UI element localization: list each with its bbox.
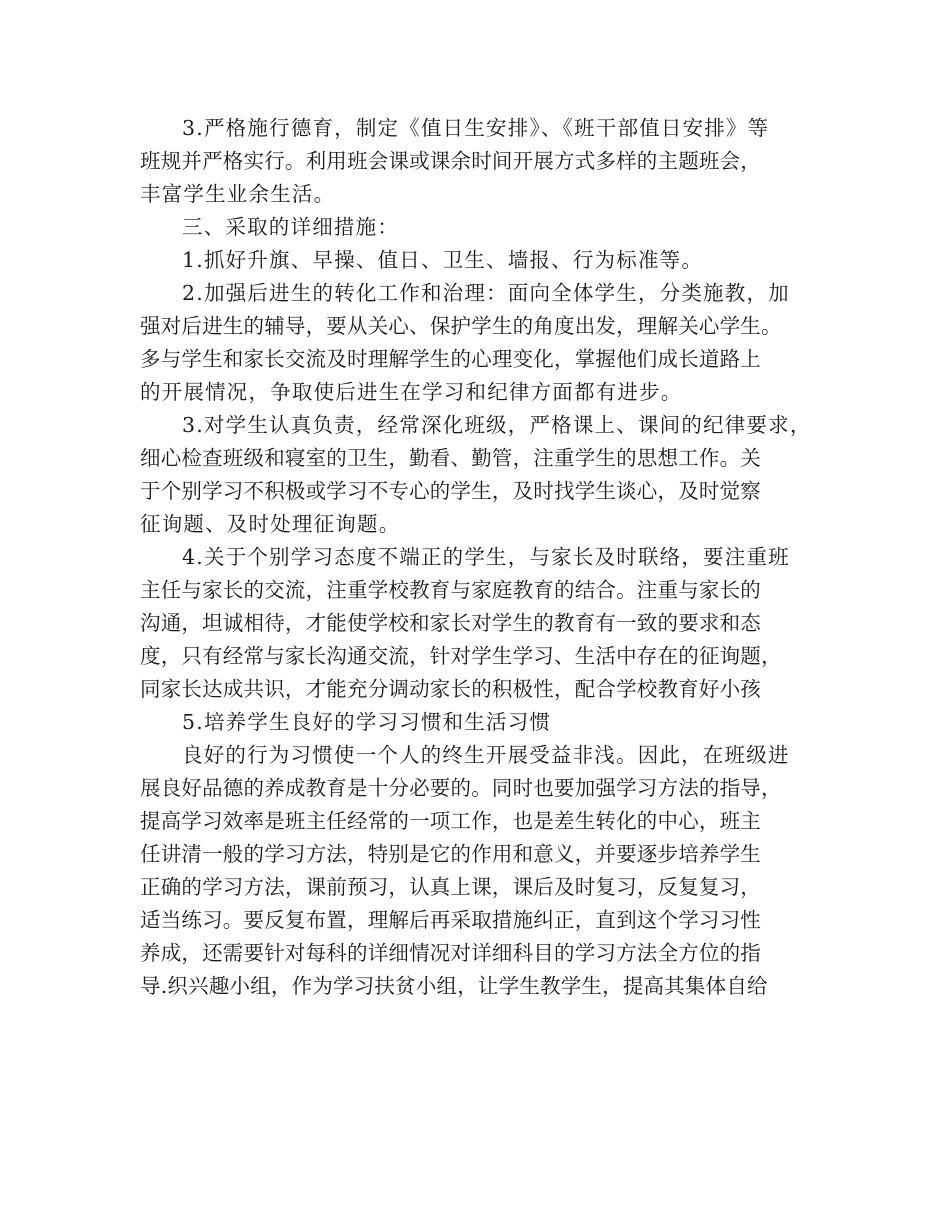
text-line: 主任与家长的交流，注重学校教育与家庭教育的结合。注重与家长的 — [140, 578, 761, 602]
text-line: 4.关于个别学习态度不端正的学生，与家长及时联络，要注重班 — [182, 545, 790, 569]
text-line: 5.培养学生良好的学习习惯和生活习惯 — [182, 710, 552, 734]
text-line: 提高学习效率是班主任经常的一项工作，也是差生转化的中心，班主 — [140, 809, 761, 833]
text-line: 任讲清一般的学习方法，特别是它的作用和意义，并要逐步培养学生 — [140, 842, 761, 866]
text-line: 沟通，坦诚相待，才能使学校和家长对学生的教育有一致的要求和态 — [140, 611, 761, 635]
text-line: 的开展情况，争取使后进生在学习和纪律方面都有进步。 — [140, 380, 683, 404]
section-heading: 三、采取的详细措施： — [182, 215, 399, 239]
text-line: 导.织兴趣小组，作为学习扶贫小组，让学生教学生，提高其集体自给 — [140, 974, 768, 998]
text-line: 适当练习。要反复布置，理解后再采取措施纠正，直到这个学习习性 — [140, 908, 761, 932]
text-line: 征询题、及时处理征询题。 — [140, 512, 401, 536]
text-line: 强对后进生的辅导，要从关心、保护学生的角度出发，理解关心学生。 — [140, 314, 782, 338]
text-line: 度，只有经常与家长沟通交流，针对学生学习、生活中存在的征询题， — [140, 644, 782, 668]
text-line: 2.加强后进生的转化工作和治理：面向全体学生，分类施教，加 — [182, 281, 790, 305]
text-line: 细心检查班级和寝室的卫生，勤看、勤管，注重学生的思想工作。关 — [140, 446, 761, 470]
text-line: 3.对学生认真负责，经常深化班级，严格课上、课间的纪律要求， — [182, 413, 812, 437]
text-line: 班规并严格实行。利用班会课或课余时间开展方式多样的主题班会， — [140, 149, 761, 173]
text-line: 良好的行为习惯使一个人的终生开展受益非浅。因此，在班级进 — [182, 743, 790, 767]
text-line: 同家长达成共识，才能充分调动家长的积极性，配合学校教育好小孩 — [140, 677, 761, 701]
text-line: 多与学生和家长交流及时理解学生的心理变化，掌握他们成长道路上 — [140, 347, 761, 371]
text-line: 于个别学习不积极或学习不专心的学生，及时找学生谈心，及时觉察 — [140, 479, 761, 503]
text-line: 展良好品德的养成教育是十分必要的。同时也要加强学习方法的指导， — [140, 776, 782, 800]
text-line: 1.抓好升旗、早操、值日、卫生、墙报、行为标准等。 — [182, 248, 704, 272]
text-line: 正确的学习方法，课前预习，认真上课，课后及时复习，反复复习， — [140, 875, 761, 899]
text-line: 丰富学生业余生活。 — [140, 182, 336, 206]
text-line: 养成，还需要针对每科的详细情况对详细科目的学习方法全方位的指 — [140, 941, 761, 965]
text-line: 3.严格施行德育，制定《值日生安排》、《班干部值日安排》等 — [182, 116, 770, 140]
